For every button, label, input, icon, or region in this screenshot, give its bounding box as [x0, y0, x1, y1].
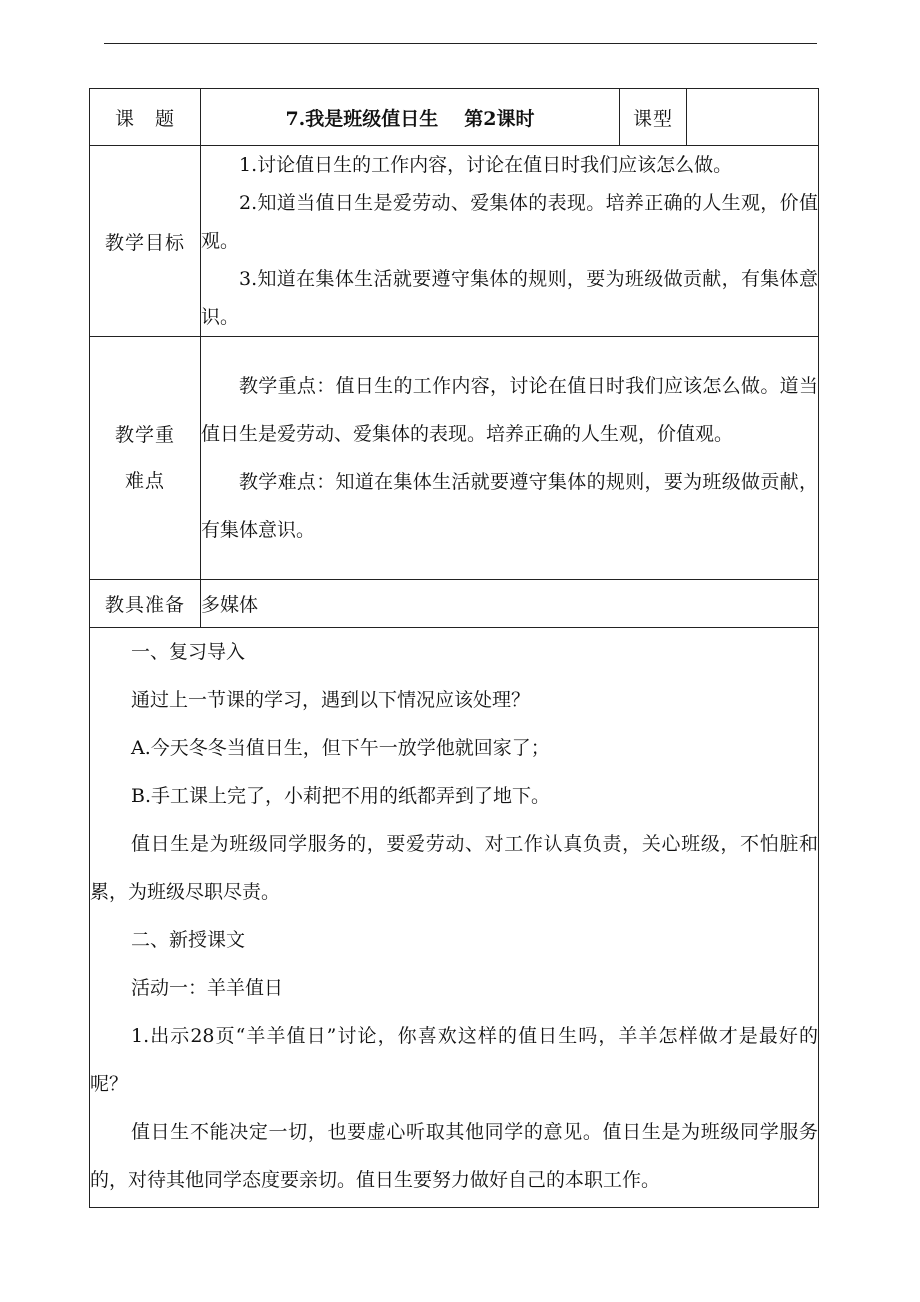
section-heading: 一、复习导入: [131, 641, 246, 663]
type-label: 课型: [620, 89, 687, 146]
page-header-rule: [104, 43, 817, 44]
goal-item: 3.知道在集体生活就要遵守集体的规则，要为班级做贡献，有集体意识。: [201, 268, 818, 328]
type-value: [687, 89, 819, 146]
lesson-plan-table: [89, 88, 819, 1208]
teaching-process: [90, 628, 819, 1208]
title-label: 课 题: [90, 89, 201, 146]
process-row: [90, 628, 819, 1208]
lesson-title: [201, 89, 620, 146]
tools-value: 多媒体: [201, 580, 819, 628]
keypoints-row: [90, 337, 819, 580]
teaching-emphasis: 教学重点：值日生的工作内容，讨论在值日时我们应该怎么做。道当值日生是爱劳动、爱集体的表现。培养正确的人生观，价值观。: [201, 375, 818, 445]
activity-heading: 活动一：羊羊值日: [131, 977, 284, 999]
process-paragraph: 值日生不能决定一切，也要虚心听取其他同学的意见。值日生是为班级同学服务的，对待其他同学态度要亲切。值日生要努力做好自己的本职工作。: [90, 1121, 818, 1191]
process-paragraph: 通过上一节课的学习，遇到以下情况应该处理？: [131, 689, 531, 711]
section-heading: 二、新授课文: [131, 929, 246, 951]
keypoints-label-line2: 难点: [124, 470, 165, 492]
goals-row: [90, 146, 819, 337]
goal-item: 2.知道当值日生是爱劳动、爱集体的表现。培养正确的人生观，价值观。: [201, 192, 818, 252]
goals-content: [201, 146, 819, 337]
keypoints-label-line1: 教学重: [114, 424, 175, 446]
case-item: B.手工课上完了，小莉把不用的纸都弄到了地下。: [131, 785, 551, 807]
keypoints-content: [201, 337, 819, 580]
tools-label: 教具准备: [90, 580, 201, 628]
case-item: A.今天冬冬当值日生，但下午一放学他就回家了；: [131, 737, 550, 759]
process-paragraph: 1.出示28页“羊羊值日”讨论，你喜欢这样的值日生吗，羊羊怎样做才是最好的呢？: [90, 1025, 818, 1095]
process-paragraph: 值日生是为班级同学服务的，要爱劳动、对工作认真负责，关心班级，不怕脏和累，为班级尽职尽责。: [90, 833, 818, 903]
tools-row: [90, 580, 819, 628]
lesson-period: 第2课时: [464, 107, 535, 130]
teaching-difficulty: 教学难点：知道在集体生活就要遵守集体的规则，要为班级做贡献，有集体意识。: [201, 471, 818, 541]
keypoints-label: [90, 337, 201, 580]
title-row: [90, 89, 819, 146]
goals-label: 教学目标: [90, 146, 201, 337]
goal-item: 1.讨论值日生的工作内容，讨论在值日时我们应该怎么做。: [239, 154, 733, 176]
lesson-title-main: 7.我是班级值日生: [285, 107, 439, 130]
